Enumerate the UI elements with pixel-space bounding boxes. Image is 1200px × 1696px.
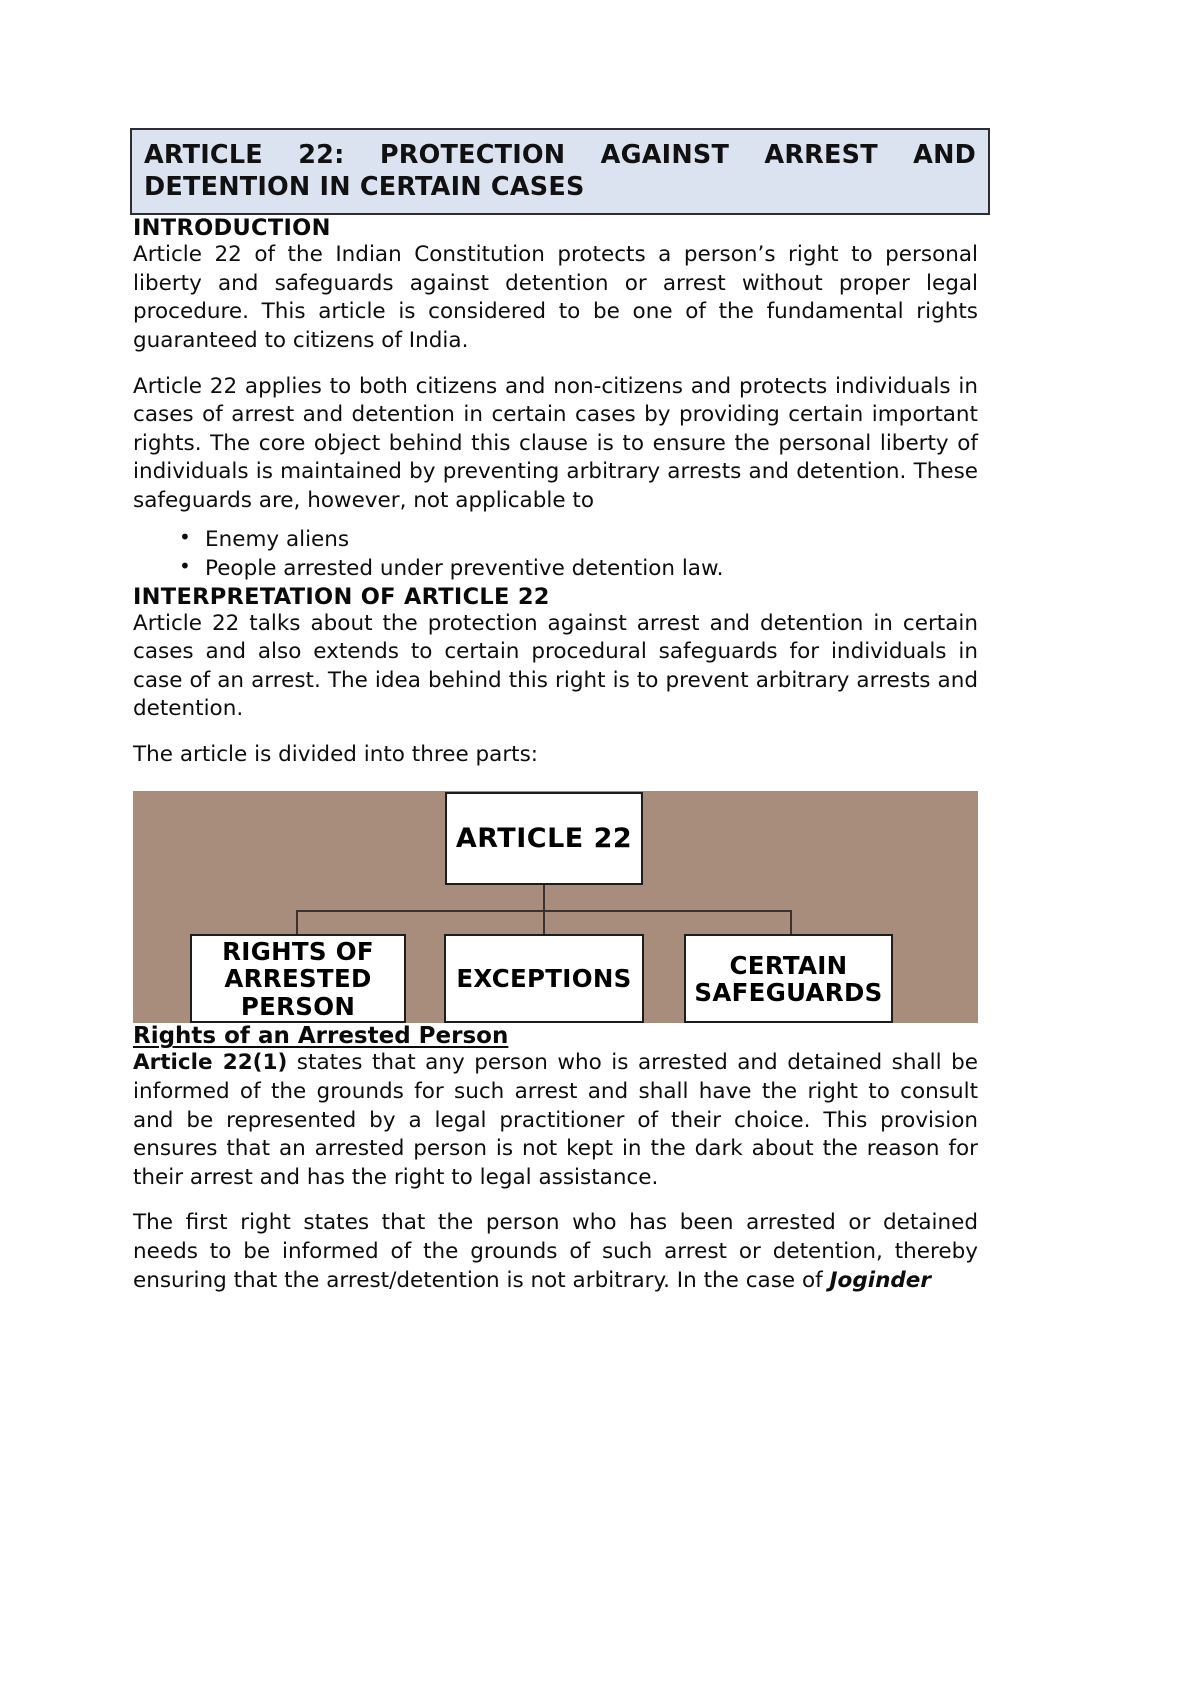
paragraph-three-parts: The article is divided into three parts: bbox=[133, 741, 539, 767]
list-item: • Enemy aliens bbox=[205, 525, 978, 554]
heading-interpretation: INTERPRETATION OF ARTICLE 22 bbox=[133, 583, 550, 610]
diagram-node-root bbox=[445, 792, 643, 885]
paragraph-rights-1 bbox=[133, 1049, 978, 1192]
article-22-structure-diagram bbox=[133, 791, 978, 1023]
diagram-node-left-line-1: RIGHTS OF bbox=[222, 936, 374, 966]
diagram-node-right-line-1: CERTAIN bbox=[729, 950, 848, 980]
paragraph-introduction-1: Article 22 of the Indian Constitution protects a person’s right to personal liberty and safeguards against detention or arrest without proper legal procedure. This article is considered to be one of the fundamental rights guaranteed to citizens of India. bbox=[133, 242, 978, 354]
connector-right-vertical bbox=[790, 910, 792, 935]
paragraph-rights-1-text: states that any person who is arrested and detained shall be informed of the grounds for such arrest and shall have the right to consult and be represented by a legal practitioner of their choice. This provision ensures that an arrested person is not kept in the dark about the reason for their arrest and has the right to legal assistance. bbox=[133, 1050, 979, 1190]
paragraph-interpretation-1: Article 22 talks about the protection against arrest and detention in certain cases and also extends to certain procedural safeguards for individuals in case of an arrest. The idea behind this right is to prevent arbitrary arrests and detention. bbox=[133, 610, 978, 722]
introduction-exceptions-list bbox=[133, 525, 978, 584]
diagram-node-left-line-2: ARRESTED bbox=[224, 964, 372, 994]
document-content bbox=[133, 128, 978, 1295]
diagram-node-left-line-3: PERSON bbox=[240, 991, 356, 1021]
diagram-node-certain-safeguards bbox=[684, 934, 893, 1023]
diagram-node-middle-label: EXCEPTIONS bbox=[456, 964, 632, 994]
paragraph-introduction-2: Article 22 applies to both citizens and non-citizens and protects individuals in cases of arrest and detention in certain cases by providing certain important rights. The core object behind this clause is to ensure the personal liberty of individuals is maintained by preventing arbitrary arrests and detention. These safeguards are, however, not applicable to bbox=[133, 373, 978, 513]
diagram-node-left-label bbox=[222, 938, 374, 1020]
heading-rights-of-arrested-person: Rights of an Arrested Person bbox=[133, 1023, 509, 1050]
diagram-node-exceptions bbox=[444, 934, 644, 1023]
diagram-node-right-line-2: SAFEGUARDS bbox=[694, 977, 883, 1007]
title-line-2: DETENTION IN CERTAIN CASES bbox=[144, 172, 585, 203]
case-name-emphasis: Joginder bbox=[829, 1267, 931, 1293]
diagram-node-root-label: ARTICLE 22 bbox=[455, 823, 633, 855]
paragraph-rights-2 bbox=[133, 1209, 978, 1295]
diagram-node-rights-of-arrested-person bbox=[190, 934, 406, 1023]
paragraph-rights-2-text: The first right states that the person who has been arrested or detained needs to be informed of the grounds of such arrest or detention, thereby ensuring that the arrest/detention is not arbitrary. In the case of bbox=[133, 1210, 978, 1293]
title-line-1: ARTICLE 22: PROTECTION AGAINST ARREST AND bbox=[144, 140, 976, 170]
article-22-1-label: Article 22(1) bbox=[133, 1050, 288, 1076]
list-item: • People arrested under preventive detention law. bbox=[205, 554, 978, 583]
connector-left-vertical bbox=[296, 910, 298, 935]
document-title-banner bbox=[130, 128, 990, 215]
diagram-node-right-label bbox=[694, 952, 882, 1007]
connector-middle-vertical bbox=[543, 910, 545, 935]
connector-root-vertical bbox=[543, 885, 545, 911]
heading-introduction: INTRODUCTION bbox=[133, 215, 331, 242]
